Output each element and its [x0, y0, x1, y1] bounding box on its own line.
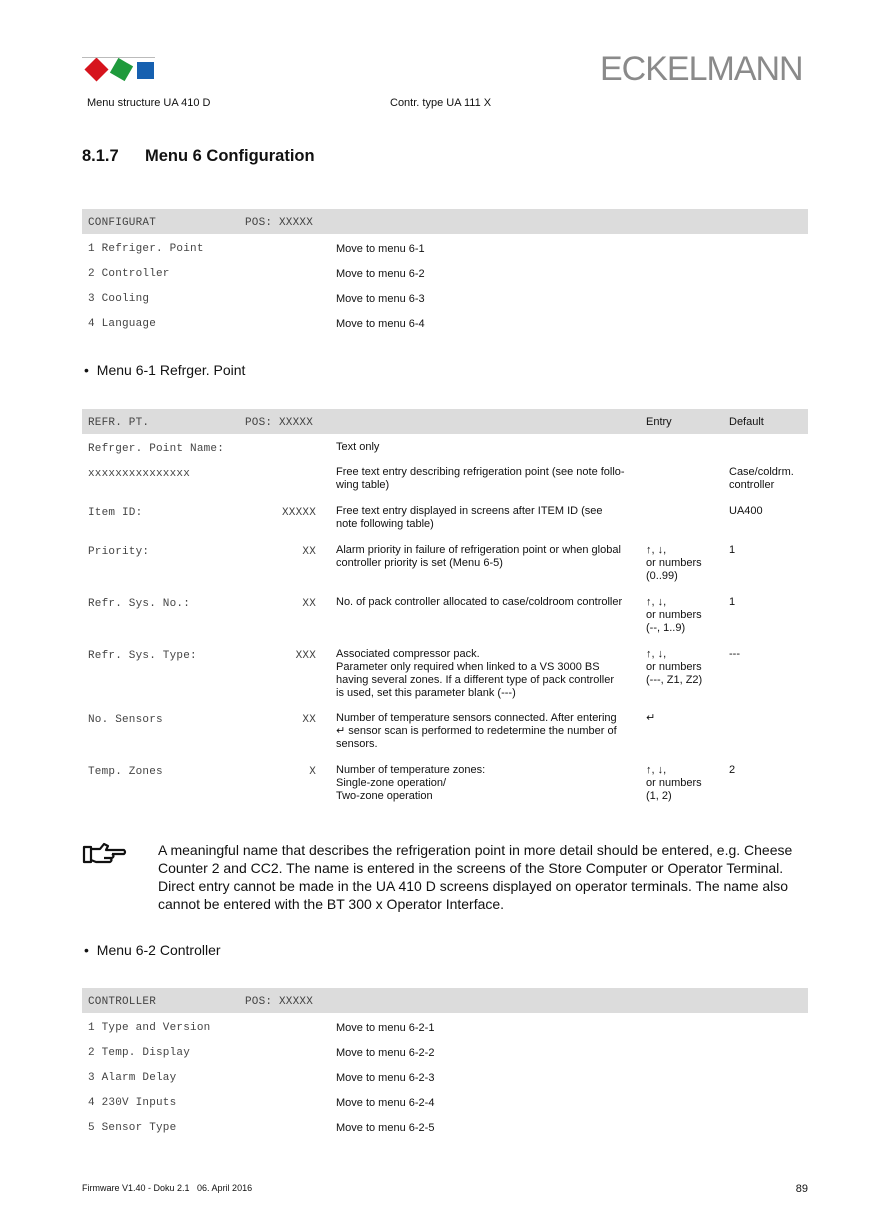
menu6-row-label: 3 Cooling: [88, 293, 150, 305]
menu62-row-desc: Move to menu 6-2-2: [336, 1047, 435, 1059]
menu61-row-default: UA400: [729, 505, 763, 517]
menu6-row-label: 1 Refriger. Point: [88, 243, 204, 255]
menu6-header: [82, 209, 808, 234]
menu61-row-default: 2: [729, 764, 736, 776]
col-entry: Entry: [646, 416, 672, 428]
menu62-row-desc: Move to menu 6-2-5: [336, 1122, 435, 1134]
menu6-header-pos: POS: XXXXX: [245, 217, 314, 229]
menu61-row-entry: ↑, ↓, or numbers (1, 2): [646, 764, 702, 802]
menu61-row-value: XX: [302, 546, 316, 558]
menu6-row-desc: Move to menu 6-1: [336, 243, 425, 255]
menu61-row-value: XX: [302, 598, 316, 610]
menu6-row-label: 4 Language: [88, 318, 157, 330]
menu62-row-label: 2 Temp. Display: [88, 1047, 191, 1059]
menu62-row-label: 4 230V Inputs: [88, 1097, 177, 1109]
menu62-row: [82, 1020, 808, 1040]
menu62-header: [82, 988, 808, 1013]
menu62-row: [82, 1045, 808, 1065]
menu62-row-desc: Move to menu 6-2-3: [336, 1072, 435, 1084]
menu61-row: [82, 596, 808, 636]
menu61-row-desc: Number of temperature sensors connected. After entering ↵ sensor scan is performed to redetermine the number of sensors.: [336, 712, 617, 750]
menu6-row-label: 2 Controller: [88, 268, 170, 280]
menu6-row: [82, 291, 808, 311]
brand-name: ECKELMANN: [600, 50, 803, 88]
bullet-dot: •: [84, 942, 89, 958]
menu6-row-desc: Move to menu 6-2: [336, 268, 425, 280]
bullet-menu-6-2: [84, 942, 221, 958]
menu6-row: [82, 316, 808, 336]
menu61-row-entry: ↵: [646, 712, 656, 724]
note-text: A meaningful name that describes the refrigeration point in more detail should be entered, e.g. Cheese Counter 2 and CC2. The name is entered in the screens of the Store Computer or Operator Terminal. Direct entry cannot be made in the UA 410 D screens displayed on operator terminals. The name also cannot be entered with the BT 300 x Operator Interface.: [158, 842, 793, 912]
menu61-row-entry: ↑, ↓, or numbers (0..99): [646, 544, 702, 582]
bullet-menu-6-2-label: Menu 6-2 Controller: [96, 942, 221, 958]
menu61-row-desc: Number of temperature zones: Single-zone operation/ Two-zone operation: [336, 764, 486, 802]
menu61-row-default: 1: [729, 596, 736, 608]
bullet-menu-6-1: [84, 362, 245, 378]
section-number: 8.1.7: [82, 147, 119, 165]
bullet-menu-6-1-label: Menu 6-1 Refrger. Point: [96, 362, 246, 378]
page-number: 89: [795, 1183, 808, 1195]
menu62-row: [82, 1070, 808, 1090]
menu61-row-label: Refr. Sys. No.:: [88, 598, 191, 610]
menu61-row-entry: ↑, ↓, or numbers (---, Z1, Z2): [646, 648, 703, 686]
menu61-row-desc: Text only: [336, 441, 380, 453]
menu61-row-default: ---: [729, 648, 740, 660]
bullet-dot: •: [84, 362, 89, 378]
menu61-row: [82, 466, 808, 506]
menu6-row: [82, 266, 808, 286]
menu61-row-value: XXX: [295, 650, 316, 662]
menu61-row-default: Case/coldrm. controller: [729, 466, 794, 491]
menu61-row-desc: Associated compressor pack. Parameter only required when linked to a VS 3000 BS having several zones. If a different type of pack controller is used, set this parameter blank (---): [336, 648, 615, 699]
menu61-row-desc: No. of pack controller allocated to case/coldroom controller: [336, 596, 623, 608]
header-left-caption: Menu structure UA 410 D: [87, 97, 211, 109]
pointing-hand-icon: [82, 838, 128, 868]
menu61-row-entry: ↑, ↓, or numbers (--, 1..9): [646, 596, 702, 634]
menu61-row: [82, 712, 808, 752]
menu62-header-name: CONTROLLER: [88, 996, 157, 1008]
menu61-row-value: XXXXX: [281, 507, 316, 519]
menu6-row-desc: Move to menu 6-3: [336, 293, 425, 305]
menu62-header-pos: POS: XXXXX: [245, 996, 314, 1008]
menu61-row-desc: Alarm priority in failure of refrigeration point or when global controller priority is set (Menu 6-5): [336, 544, 621, 569]
menu62-row-label: 1 Type and Version: [88, 1022, 211, 1034]
menu61-row-label: Refr. Sys. Type:: [88, 650, 197, 662]
menu62-row-label: 3 Alarm Delay: [88, 1072, 177, 1084]
footer-firmware: Firmware V1.40 - Doku 2.1 06. April 2016: [82, 1183, 253, 1193]
menu62-row: [82, 1120, 808, 1140]
menu61-row-label: Temp. Zones: [88, 766, 163, 778]
menu61-row-desc: Free text entry displayed in screens after ITEM ID (see note following table): [336, 505, 603, 530]
menu61-row: [82, 505, 808, 545]
menu61-row-label: Refrger. Point Name:: [88, 443, 225, 455]
menu61-row: [82, 648, 808, 699]
section-title: Menu 6 Configuration: [145, 147, 315, 165]
menu61-row-default: 1: [729, 544, 736, 556]
logo-frame: [82, 57, 155, 82]
logo: [82, 57, 157, 83]
menu61-row-value: XX: [302, 714, 316, 726]
menu61-row-label: Item ID:: [88, 507, 143, 519]
menu62-row-label: 5 Sensor Type: [88, 1122, 177, 1134]
menu6-row-desc: Move to menu 6-4: [336, 318, 425, 330]
menu61-header-pos: POS: XXXXX: [245, 417, 314, 429]
col-default: Default: [729, 416, 764, 428]
menu6-header-name: CONFIGURAT: [88, 217, 157, 229]
menu62-row: [82, 1095, 808, 1115]
header-right-caption: Contr. type UA 111 X: [390, 97, 492, 109]
menu61-row: [82, 544, 808, 584]
menu61-row-label: No. Sensors: [88, 714, 163, 726]
menu61-header: [82, 409, 808, 434]
menu6-row: [82, 241, 808, 261]
menu61-row-label: xxxxxxxxxxxxxxx: [88, 468, 191, 480]
menu61-row-desc: Free text entry describing refrigeration point (see note follo- wing table): [336, 466, 625, 491]
menu61-row-value: X: [309, 766, 316, 778]
menu61-row-label: Priority:: [88, 546, 150, 558]
menu62-row-desc: Move to menu 6-2-1: [336, 1022, 435, 1034]
menu62-row-desc: Move to menu 6-2-4: [336, 1097, 435, 1109]
menu61-row: [82, 764, 808, 804]
menu61-header-name: REFR. PT.: [88, 417, 150, 429]
